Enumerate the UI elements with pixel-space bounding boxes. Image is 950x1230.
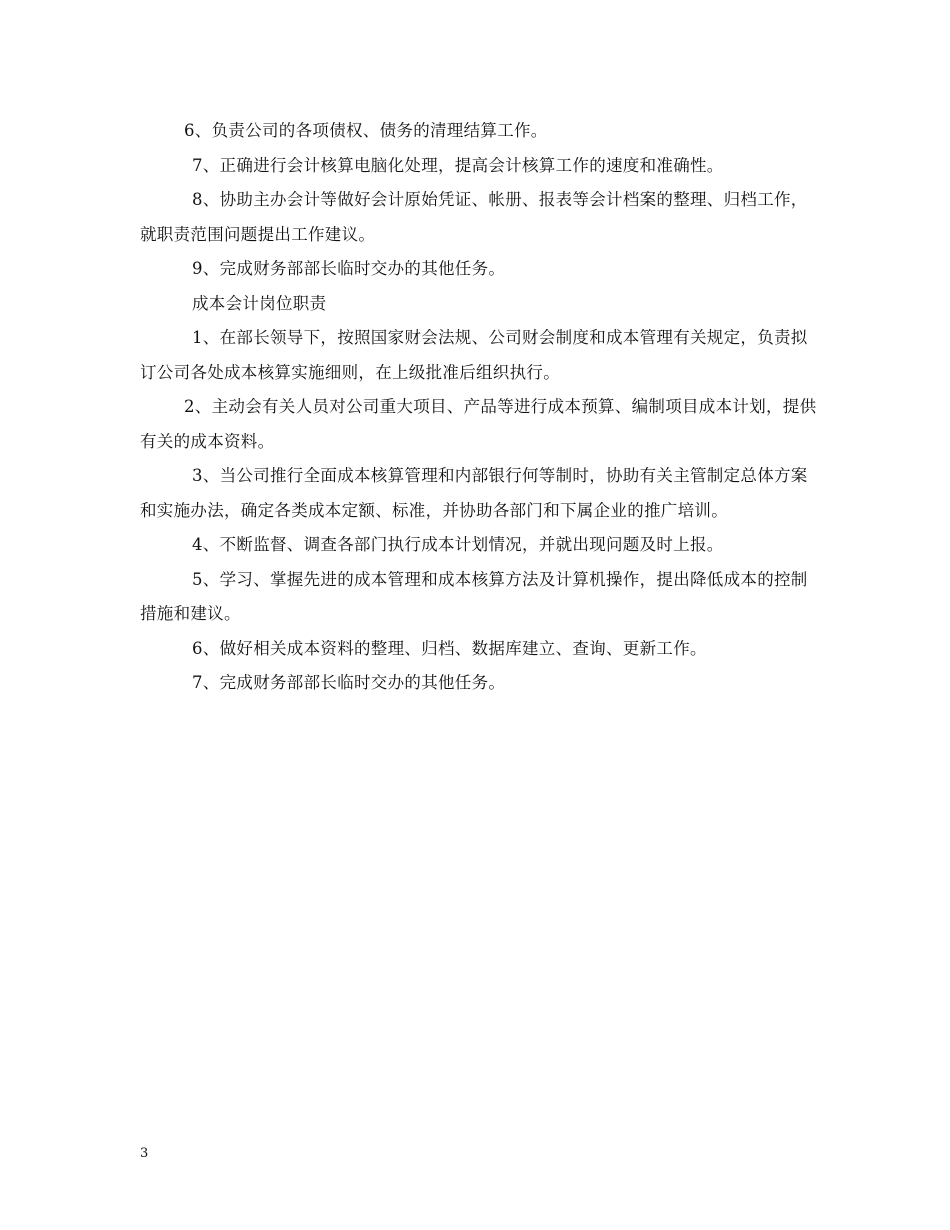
document-body xyxy=(140,114,820,701)
paragraph-cost-rules: 1、在部长领导下，按照国家财会法规、公司财会制度和成本管理有关规定，负责拟订公司各处成本核算实施细则，在上级批准后组织执行。 xyxy=(140,328,808,382)
section-heading-cost-accountant: 成本会计岗位职责 xyxy=(192,293,327,313)
paragraph-other-tasks: 9、完成财务部部长临时交办的其他任务。 xyxy=(192,259,506,278)
paragraph-cost-budget: 2、主动会有关人员对公司重大项目、产品等进行成本预算、编制项目成本计划，提供有关的成本资料。 xyxy=(140,397,817,451)
paragraph-data-management: 6、做好相关成本资料的整理、归档、数据库建立、查询、更新工作。 xyxy=(192,638,707,658)
paragraph-cost-management-plan: 3、当公司推行全面成本核算管理和内部银行何等制时，协助有关主管制定总体方案和实施办法，确定各类成本定额、标准，并协助各部门和下属企业的推广培训。 xyxy=(140,466,808,520)
paragraph-archive-assistance: 8、协助主办会计等做好会计原始凭证、帐册、报表等会计档案的整理、归档工作，就职责范围问题提出工作建议。 xyxy=(140,190,808,244)
paragraph-debt-settlement: 6、负责公司的各项债权、债务的清理结算工作。 xyxy=(184,121,548,140)
page-number: 3 xyxy=(140,1146,149,1161)
paragraph-computerized-accounting: 7、正确进行会计核算电脑化处理，提高会计核算工作的速度和准确性。 xyxy=(192,155,724,175)
paragraph-learning: 5、学习、掌握先进的成本管理和成本核算方法及计算机操作，提出降低成本的控制措施和建议。 xyxy=(140,569,808,623)
paragraph-monitoring: 4、不断监督、调查各部门执行成本计划情况，并就出现问题及时上报。 xyxy=(192,535,724,554)
paragraph-final-task: 7、完成财务部部长临时交办的其他任务。 xyxy=(192,673,506,692)
